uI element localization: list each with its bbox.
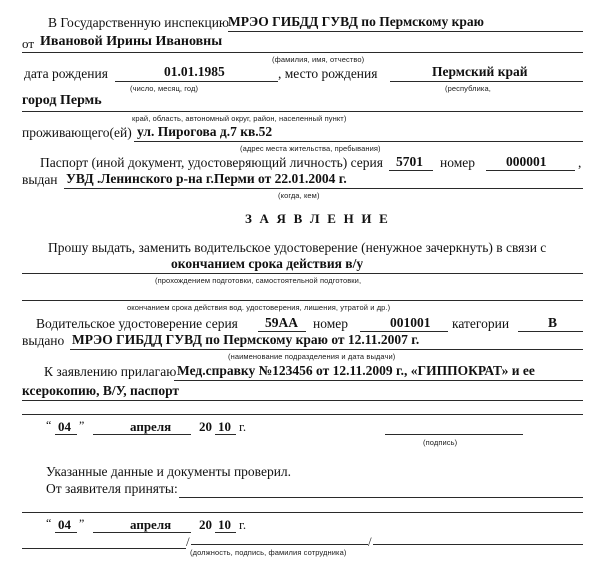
applicant-date-year-unit: г. — [239, 419, 247, 434]
applicant-date-quote-open: “ — [46, 418, 52, 432]
attachments-line1-rule — [174, 380, 583, 381]
statement-reason-rule-2 — [22, 300, 583, 301]
license-issued-label: выдано — [22, 333, 65, 348]
license-number-value[interactable]: 001001 — [390, 315, 431, 330]
officer-position-rule[interactable] — [22, 548, 186, 549]
addressee-value[interactable]: МРЭО ГИБДД ГУВД по Пермскому краю — [228, 14, 484, 29]
addressee-label: В Государственную инспекцию — [48, 15, 229, 30]
residence-value[interactable]: ул. Пирогова д.7 кв.52 — [137, 124, 273, 139]
passport-number-value[interactable]: 000001 — [506, 154, 547, 169]
officer-date-month-rule — [93, 532, 191, 533]
license-issued-value[interactable]: МРЭО ГИБДД ГУВД по Пермскому краю от 12.11.2007 г. — [72, 332, 420, 347]
passport-trailing-comma: , — [578, 155, 582, 170]
residence-rule — [134, 141, 583, 142]
birth-city-hint: край, область, автономный округ, район, населенный пункт) — [132, 114, 347, 123]
birth-place-value[interactable]: Пермский край — [432, 64, 528, 79]
license-category-label: категории — [452, 316, 510, 331]
attachments-line1-value[interactable]: Мед.справку №123456 от 12.11.2009 г., «ГИППОКРАТ» и ее — [177, 363, 535, 378]
from-rule — [22, 52, 583, 53]
officer-signature-rule[interactable] — [191, 544, 368, 545]
officer-name-rule[interactable] — [373, 544, 583, 545]
applicant-date-year-rule — [215, 434, 236, 435]
statement-hint-2: окончанием срока действия вод. удостоверения, лишения, утратой и др.) — [127, 303, 391, 312]
officer-date-day[interactable]: 04 — [58, 517, 71, 532]
statement-hint-1: (прохождением подготовки, самостоятельной подготовки, — [155, 276, 362, 285]
officer-date-top-rule — [22, 512, 583, 513]
applicant-date-top-rule — [22, 414, 583, 415]
officer-date-year-unit: г. — [239, 517, 247, 532]
birth-date-label: дата рождения — [24, 66, 108, 81]
from-label: от — [22, 36, 35, 51]
officer-signature-hint: (должность, подпись, фамилия сотрудника) — [190, 548, 347, 557]
from-value[interactable]: Ивановой Ирины Ивановны — [40, 34, 223, 49]
officer-date-year-suffix[interactable]: 10 — [218, 517, 231, 532]
passport-issued-value[interactable]: УВД .Ленинского р-на г.Перми от 22.01.2004 г. — [66, 171, 347, 186]
license-category-rule — [518, 331, 583, 332]
statement-heading: З А Я В Л Е Н И Е — [245, 211, 390, 226]
birth-place-label: , место рождения — [278, 66, 378, 81]
license-label: Водительское удостоверение серия — [36, 316, 238, 331]
officer-date-quote-open: “ — [46, 516, 52, 530]
officer-date-quote-close: ” — [79, 516, 85, 530]
applicant-date-month[interactable]: апреля — [130, 419, 172, 434]
applicant-signature-rule[interactable] — [385, 434, 523, 435]
passport-number-rule — [486, 170, 575, 171]
attachments-line2-value[interactable]: ксерокопию, В/У, паспорт — [22, 383, 180, 398]
birth-place-hint: (республика, — [445, 84, 491, 93]
passport-series-value[interactable]: 5701 — [396, 154, 423, 169]
birth-date-rule — [115, 81, 278, 82]
officer-date-year-rule — [215, 532, 236, 533]
residence-label: проживающего(ей) — [22, 125, 132, 140]
addressee-rule — [228, 31, 583, 32]
birth-date-hint: (число, месяц, год) — [130, 84, 199, 93]
applicant-date-day-rule — [55, 434, 77, 435]
applicant-date-month-rule — [93, 434, 191, 435]
attachments-line2-rule — [22, 400, 583, 401]
statement-request-line: Прошу выдать, заменить водительское удостоверение (ненужное зачеркнуть) в связи с — [48, 240, 547, 255]
passport-label: Паспорт (иной документ, удостоверяющий личность) серия — [40, 155, 383, 170]
applicant-date-quote-close: ” — [79, 418, 85, 432]
license-issued-hint: (наименование подразделения и дата выдачи) — [228, 352, 396, 361]
statement-reason-rule — [22, 273, 583, 274]
birth-date-value[interactable]: 01.01.1985 — [164, 64, 225, 79]
passport-issued-rule — [64, 188, 583, 189]
officer-date-day-rule — [55, 532, 77, 533]
license-category-value[interactable]: В — [548, 315, 558, 330]
birth-city-rule — [22, 111, 583, 112]
birth-city-value[interactable]: город Пермь — [22, 93, 102, 108]
passport-number-label: номер — [440, 155, 476, 170]
license-number-label: номер — [313, 316, 349, 331]
applicant-date-year-suffix[interactable]: 10 — [218, 419, 231, 434]
officer-date-month[interactable]: апреля — [130, 517, 172, 532]
applicant-date-day[interactable]: 04 — [58, 419, 71, 434]
verification-line-2-label: От заявителя приняты: — [46, 481, 178, 496]
residence-hint: (адрес места жительства, пребывания) — [240, 144, 381, 153]
passport-series-rule — [389, 170, 433, 171]
applicant-signature-hint: (подпись) — [423, 438, 458, 447]
officer-date-year-prefix: 20 — [199, 517, 212, 532]
birth-place-rule — [390, 81, 583, 82]
officer-separator-1: / — [186, 534, 190, 549]
license-series-value[interactable]: 59АА — [265, 315, 298, 330]
from-hint: (фамилия, имя, отчество) — [272, 55, 365, 64]
passport-issued-hint: (когда, кем) — [278, 191, 320, 200]
passport-issued-label: выдан — [22, 172, 58, 187]
license-issued-rule — [70, 349, 583, 350]
verification-accepted-rule[interactable] — [179, 497, 583, 498]
attachments-label: К заявлению прилагаю — [44, 364, 177, 379]
verification-line-1: Указанные данные и документы проверил. — [46, 464, 292, 479]
applicant-date-year-prefix: 20 — [199, 419, 212, 434]
statement-reason-value[interactable]: окончанием срока действия в/у — [171, 256, 364, 271]
officer-separator-2: / — [368, 534, 372, 549]
